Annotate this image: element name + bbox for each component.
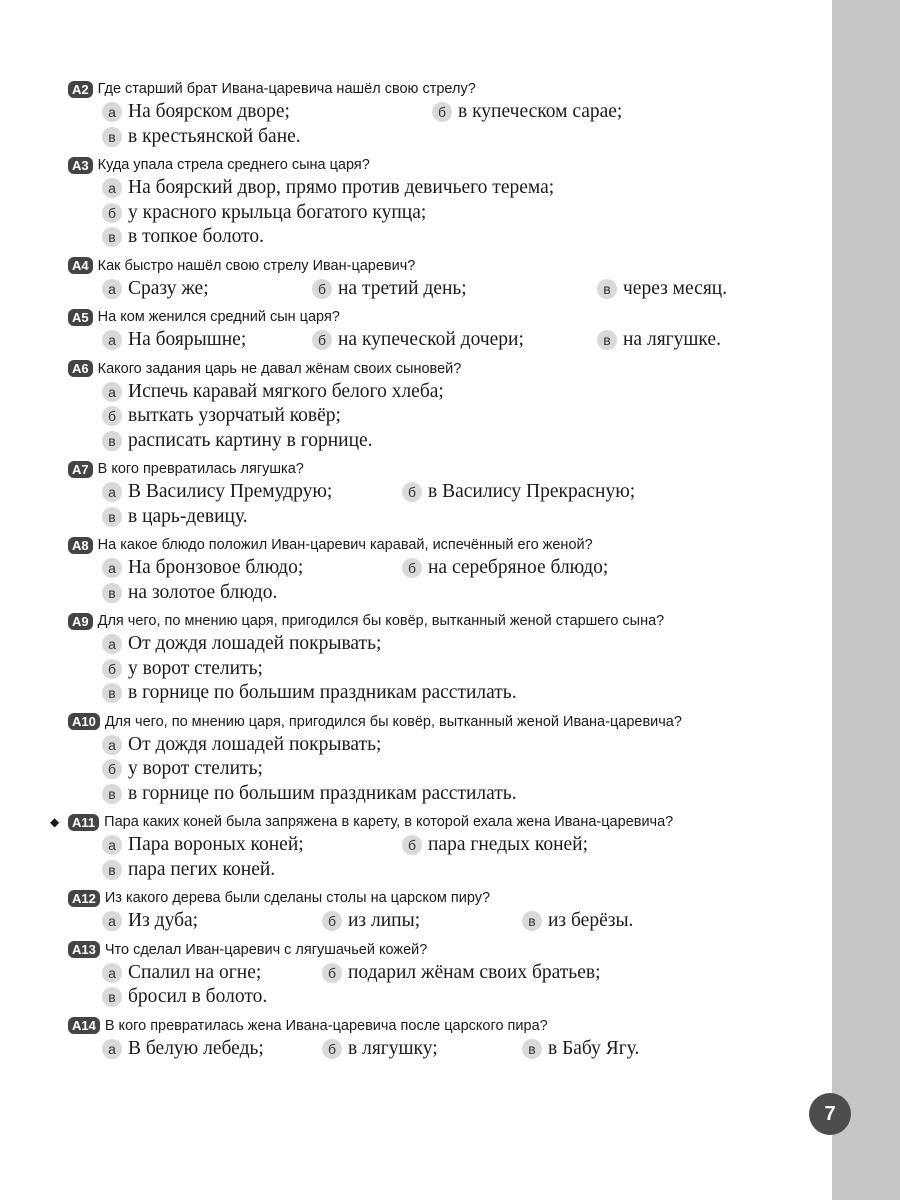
- option-row: [68, 328, 828, 353]
- answer-option[interactable]: [102, 177, 554, 199]
- question-block: [68, 306, 828, 353]
- option-text: расписать картину в горнице.: [128, 429, 373, 451]
- question-block: [68, 610, 828, 706]
- option-text: Сразу же;: [128, 277, 209, 299]
- option-letter-badge: в: [102, 860, 122, 880]
- answer-option[interactable]: [102, 682, 517, 704]
- option-letter-badge: в: [597, 279, 617, 299]
- option-text: Пара вороных коней;: [128, 834, 304, 856]
- option-letter-badge: а: [102, 634, 122, 654]
- question-number-badge: A11: [68, 814, 99, 831]
- side-bar: [832, 0, 900, 1200]
- answer-option[interactable]: [102, 430, 373, 452]
- question-block: [68, 534, 828, 605]
- question-text: Какого задания царь не давал жёнам своих сыновей?: [97, 360, 462, 377]
- option-text: у красного крыльца богатого купца;: [128, 201, 427, 223]
- question-number-badge: A13: [68, 941, 100, 958]
- answer-option[interactable]: [522, 910, 633, 932]
- option-row: [68, 961, 828, 986]
- option-letter-badge: а: [102, 178, 122, 198]
- answer-option[interactable]: [322, 1038, 438, 1060]
- answer-option[interactable]: [102, 910, 198, 932]
- question-header: [50, 811, 828, 833]
- question-block: [68, 887, 828, 934]
- answer-option[interactable]: [102, 783, 517, 805]
- option-text: пара гнедых коней;: [428, 834, 589, 856]
- question-block: [68, 154, 828, 250]
- option-text: у ворот стелить;: [128, 758, 263, 780]
- option-row: [68, 125, 828, 150]
- option-letter-badge: а: [102, 911, 122, 931]
- answer-option[interactable]: [102, 381, 444, 403]
- question-number-badge: A8: [68, 537, 93, 554]
- answer-option[interactable]: [402, 557, 608, 579]
- option-letter-badge: в: [102, 127, 122, 147]
- option-text: в горнице по большим праздникам расстилать.: [128, 682, 517, 704]
- question-header: [68, 1015, 828, 1037]
- option-letter-badge: а: [102, 558, 122, 578]
- answer-option[interactable]: [102, 859, 275, 881]
- option-letter-badge: в: [522, 911, 542, 931]
- option-letter-badge: б: [322, 911, 342, 931]
- option-row: [68, 782, 828, 807]
- option-row: [68, 225, 828, 250]
- option-row: [68, 985, 828, 1010]
- option-letter-badge: в: [522, 1039, 542, 1059]
- option-letter-badge: б: [312, 279, 332, 299]
- question-header: [68, 78, 828, 100]
- option-row: [68, 404, 828, 429]
- answer-option[interactable]: [102, 986, 267, 1008]
- question-header: [68, 887, 828, 909]
- option-text: пара пегих коней.: [128, 858, 276, 880]
- option-text: На боярском дворе;: [128, 101, 290, 123]
- option-letter-badge: а: [102, 382, 122, 402]
- question-text: На какое блюдо положил Иван-царевич каравай, испечённый его женой?: [97, 537, 593, 553]
- answer-option[interactable]: [432, 101, 622, 123]
- option-row: [68, 176, 828, 201]
- answer-option[interactable]: [597, 278, 727, 300]
- option-letter-badge: а: [102, 963, 122, 983]
- option-row: [68, 833, 828, 858]
- option-letter-badge: а: [102, 1039, 122, 1059]
- option-letter-badge: б: [322, 1039, 342, 1059]
- option-letter-badge: в: [102, 507, 122, 527]
- question-header: [68, 711, 828, 733]
- option-row: [68, 429, 828, 454]
- question-header: [68, 255, 828, 277]
- option-text: в купеческом сарае;: [458, 101, 623, 123]
- option-row: [68, 201, 828, 226]
- option-row: [68, 277, 828, 302]
- option-row: [68, 505, 828, 530]
- question-text: Как быстро нашёл свою стрелу Иван-царевич?: [97, 257, 416, 274]
- option-letter-badge: б: [102, 659, 122, 679]
- question-header: [68, 458, 828, 480]
- answer-option[interactable]: [102, 101, 290, 123]
- answer-option[interactable]: [102, 633, 381, 655]
- answer-option[interactable]: [102, 405, 341, 427]
- option-row: [68, 632, 828, 657]
- option-letter-badge: в: [102, 683, 122, 703]
- option-text: на купеческой дочери;: [338, 329, 524, 351]
- option-text: через месяц.: [623, 277, 728, 299]
- option-letter-badge: б: [312, 330, 332, 350]
- option-letter-badge: б: [402, 482, 422, 502]
- question-text: Для чего, по мнению царя, пригодился бы ковёр, вытканный женой старшего сына?: [97, 613, 665, 629]
- option-letter-badge: б: [102, 759, 122, 779]
- answer-option[interactable]: [102, 126, 301, 148]
- option-text: Испечь каравай мягкого белого хлеба;: [128, 380, 444, 402]
- question-header: [68, 610, 828, 632]
- option-row: [68, 733, 828, 758]
- question-block: [68, 939, 828, 1010]
- answer-option[interactable]: [102, 758, 263, 780]
- question-block: [50, 811, 828, 882]
- answer-option[interactable]: [102, 962, 261, 984]
- option-letter-badge: а: [102, 330, 122, 350]
- option-text: бросил в болото.: [128, 986, 268, 1008]
- option-letter-badge: б: [102, 406, 122, 426]
- option-row: [68, 380, 828, 405]
- answer-option[interactable]: [102, 506, 248, 528]
- question-block: [68, 458, 828, 529]
- question-number-badge: A10: [68, 713, 100, 730]
- answer-option[interactable]: [102, 226, 264, 248]
- option-text: На боярский двор, прямо против девичьего терема;: [128, 177, 555, 199]
- answer-option[interactable]: [102, 834, 304, 856]
- option-text: у ворот стелить;: [128, 657, 263, 679]
- option-row: [68, 657, 828, 682]
- question-block: [68, 78, 828, 149]
- option-text: из липы;: [348, 910, 421, 932]
- question-text: Для чего, по мнению царя, пригодился бы ковёр, вытканный женой Ивана-царевича?: [104, 713, 682, 730]
- question-number-badge: A5: [68, 309, 93, 326]
- option-letter-badge: б: [322, 963, 342, 983]
- option-letter-badge: б: [432, 102, 452, 122]
- answer-option[interactable]: [102, 481, 332, 503]
- answer-option[interactable]: [102, 734, 381, 756]
- option-text: От дождя лошадей покрывать;: [128, 733, 382, 755]
- option-text: в Василису Прекрасную;: [428, 481, 636, 503]
- question-header: [68, 939, 828, 961]
- option-letter-badge: б: [102, 203, 122, 223]
- option-text: на серебряное блюдо;: [428, 557, 609, 579]
- option-text: В белую лебедь;: [128, 1037, 264, 1059]
- option-row: [68, 858, 828, 883]
- option-text: в горнице по большим праздникам расстилать.: [128, 782, 517, 804]
- answer-option[interactable]: [402, 834, 588, 856]
- option-row: [68, 480, 828, 505]
- diamond-marker-icon: ◆: [50, 815, 60, 829]
- option-text: из берёзы.: [548, 910, 634, 932]
- option-letter-badge: б: [402, 558, 422, 578]
- option-letter-badge: в: [102, 431, 122, 451]
- option-letter-badge: а: [102, 102, 122, 122]
- option-text: в Бабу Ягу.: [548, 1037, 640, 1059]
- question-header: [68, 154, 828, 176]
- question-header: [68, 534, 828, 556]
- option-text: На боярышне;: [128, 329, 247, 351]
- option-letter-badge: в: [597, 330, 617, 350]
- question-header: [68, 358, 828, 380]
- option-text: На бронзовое блюдо;: [128, 557, 304, 579]
- option-letter-badge: в: [102, 784, 122, 804]
- answer-option[interactable]: [312, 329, 524, 351]
- option-letter-badge: а: [102, 735, 122, 755]
- option-letter-badge: в: [102, 987, 122, 1007]
- question-block: [68, 358, 828, 454]
- question-number-badge: A14: [68, 1017, 100, 1034]
- option-row: [68, 681, 828, 706]
- question-text: На ком женился средний сын царя?: [97, 309, 340, 325]
- question-number-badge: A7: [68, 461, 93, 478]
- answer-option[interactable]: [522, 1038, 639, 1060]
- option-text: выткать узорчатый ковёр;: [128, 405, 341, 427]
- option-text: в царь-девицу.: [128, 505, 248, 527]
- option-letter-badge: а: [102, 835, 122, 855]
- answer-option[interactable]: [322, 910, 420, 932]
- question-text: В кого превратилась лягушка?: [97, 461, 304, 477]
- option-text: в крестьянской бане.: [128, 125, 301, 147]
- question-block: [68, 711, 828, 807]
- answer-option[interactable]: [102, 658, 263, 680]
- answer-option[interactable]: [102, 329, 246, 351]
- answer-option[interactable]: [102, 1038, 264, 1060]
- option-text: В Василису Премудрую;: [128, 481, 333, 503]
- option-letter-badge: в: [102, 583, 122, 603]
- option-text: на лягушке.: [623, 329, 721, 351]
- option-row: [68, 556, 828, 581]
- question-number-badge: A9: [68, 613, 93, 630]
- answer-option[interactable]: [102, 557, 303, 579]
- answer-option[interactable]: [102, 582, 277, 604]
- page-number: 7: [809, 1093, 851, 1135]
- option-text: в топкое болото.: [128, 226, 265, 248]
- question-text: Из какого дерева были сделаны столы на царском пиру?: [104, 890, 491, 906]
- question-list: [50, 78, 828, 1066]
- option-row: [68, 909, 828, 934]
- question-text: В кого превратилась жена Ивана-царевича после царского пира?: [104, 1017, 548, 1034]
- answer-option[interactable]: [312, 278, 467, 300]
- option-row: [68, 100, 828, 125]
- option-row: [68, 757, 828, 782]
- option-row: [68, 581, 828, 606]
- question-text: Где старший брат Ивана-царевича нашёл свою стрелу?: [97, 81, 476, 97]
- option-row: [68, 1037, 828, 1062]
- answer-option[interactable]: [102, 278, 209, 300]
- answer-option[interactable]: [402, 481, 635, 503]
- question-number-badge: A2: [68, 81, 93, 98]
- question-number-badge: A6: [68, 360, 93, 377]
- option-text: Спалил на огне;: [128, 961, 262, 983]
- option-text: От дождя лошадей покрывать;: [128, 633, 382, 655]
- option-letter-badge: б: [402, 835, 422, 855]
- option-letter-badge: а: [102, 482, 122, 502]
- question-number-badge: A12: [68, 890, 100, 907]
- answer-option[interactable]: [597, 329, 721, 351]
- answer-option[interactable]: [322, 962, 600, 984]
- question-block: [68, 1015, 828, 1062]
- question-text: Что сделал Иван-царевич с лягушачьей кожей?: [104, 941, 428, 958]
- option-text: в лягушку;: [348, 1037, 438, 1059]
- question-text: Пара каких коней была запряжена в карету, в которой ехала жена Ивана-царевича?: [104, 814, 674, 830]
- option-text: Из дуба;: [128, 910, 199, 932]
- answer-option[interactable]: [102, 202, 426, 224]
- option-letter-badge: а: [102, 279, 122, 299]
- option-letter-badge: в: [102, 227, 122, 247]
- question-header: [68, 306, 828, 328]
- question-block: [68, 255, 828, 302]
- question-text: Куда упала стрела среднего сына царя?: [97, 157, 370, 173]
- option-text: на третий день;: [338, 277, 467, 299]
- option-text: подарил жёнам своих братьев;: [348, 961, 601, 983]
- option-text: на золотое блюдо.: [128, 581, 278, 603]
- question-number-badge: A4: [68, 257, 93, 274]
- question-number-badge: A3: [68, 157, 93, 174]
